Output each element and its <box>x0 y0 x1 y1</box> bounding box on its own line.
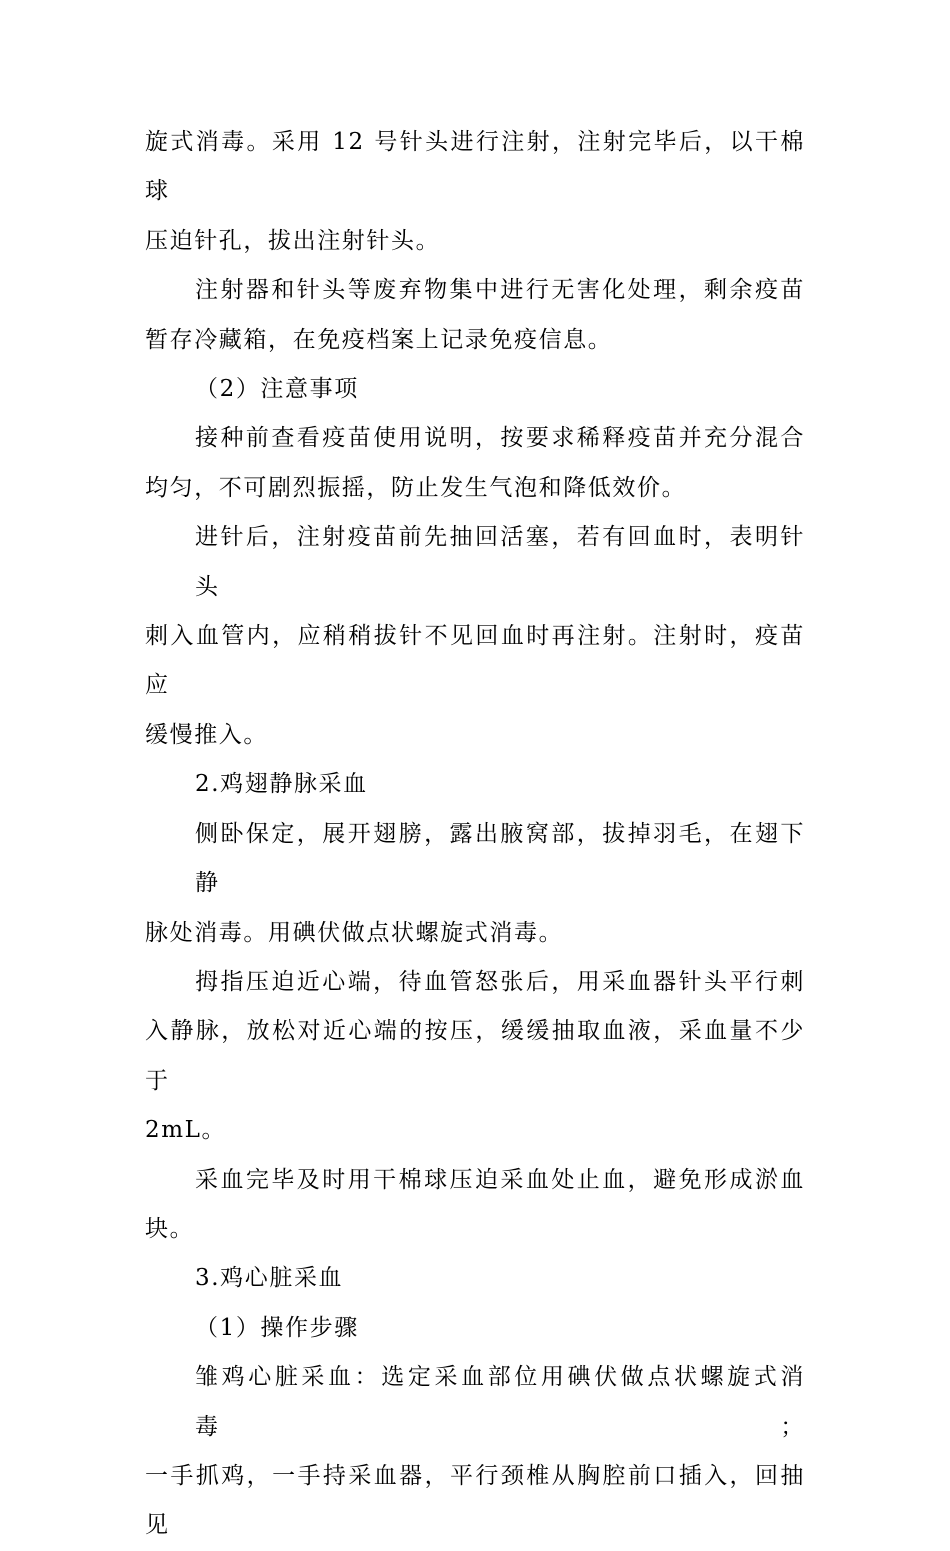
text-line: 2.鸡翅静脉采血 <box>195 771 368 798</box>
text-line: （1）操作步骤 <box>195 1314 359 1341</box>
text-line: 脉处消毒。用碘伏做点状螺旋式消毒。 <box>145 919 564 946</box>
text-line: 一手抓鸡，一手持采血器，平行颈椎从胸腔前口插入，回抽见 <box>145 1462 805 1539</box>
text-line: 压迫针孔，拔出注射针头。 <box>145 227 441 254</box>
paragraph <box>145 513 805 760</box>
text-line: 均匀，不可剧烈振摇，防止发生气泡和降低效价。 <box>145 474 687 501</box>
paragraph <box>145 118 805 266</box>
text-line: 采血完毕及时用干棉球压迫采血处止血，避免形成淤血 <box>195 1166 805 1193</box>
text-line: 入静脉，放松对近心端的按压，缓缓抽取血液，采血量不少于 <box>145 1018 805 1094</box>
text-line: 雏鸡心脏采血：选定采血部位用碘伏做点状螺旋式消毒； <box>195 1364 805 1440</box>
text-line: 旋式消毒。采用 12 号针头进行注射，注射完毕后，以干棉球 <box>145 129 805 205</box>
text-line: 拇指压迫近心端，待血管怒张后，用采血器针头平行刺 <box>195 968 805 995</box>
paragraph <box>145 266 805 365</box>
text-line: 块。 <box>145 1215 195 1242</box>
text-line: 侧卧保定，展开翅膀，露出腋窝部，拔掉羽毛，在翅下静 <box>195 820 805 897</box>
text-line: 进针后，注射疫苗前先抽回活塞，若有回血时，表明针头 <box>195 524 805 600</box>
paragraph <box>145 1254 805 1303</box>
text-line: 2mL。 <box>145 1117 227 1144</box>
paragraph <box>145 958 805 1156</box>
paragraph <box>145 760 805 809</box>
text-line: 暂存冷藏箱，在免疫档案上记录免疫信息。 <box>145 326 613 353</box>
paragraph <box>145 1353 805 1551</box>
paragraph <box>145 810 805 958</box>
text-line: 缓慢推入。 <box>145 721 268 748</box>
text-line: （2）注意事项 <box>195 376 359 403</box>
text-line: 3.鸡心脏采血 <box>195 1265 344 1292</box>
paragraph <box>145 1156 805 1255</box>
paragraph <box>145 414 805 513</box>
paragraph <box>145 365 805 414</box>
text-line: 刺入血管内，应稍稍拔针不见回血时再注射。注射时，疫苗应 <box>145 623 805 699</box>
paragraph <box>145 1304 805 1353</box>
text-line: 接种前查看疫苗使用说明，按要求稀释疫苗并充分混合 <box>195 425 805 452</box>
text-line: 注射器和针头等废弃物集中进行无害化处理，剩余疫苗 <box>195 277 805 304</box>
document-page <box>145 118 805 1551</box>
